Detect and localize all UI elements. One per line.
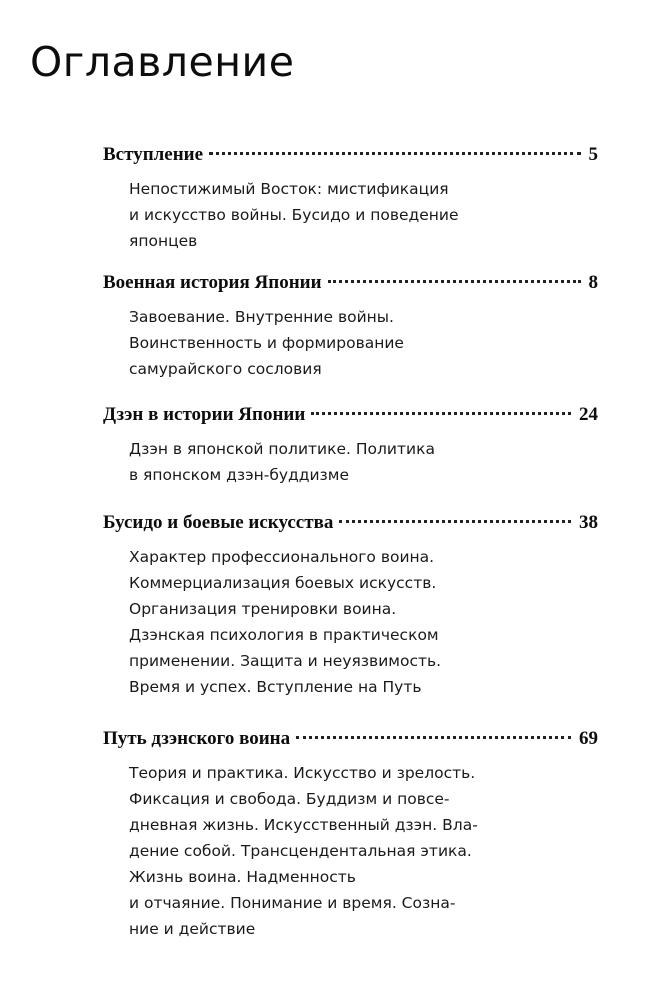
toc-description-line: Воинственность и формирование xyxy=(129,334,404,352)
toc-description-line: Фиксация и свобода. Буддизм и повсе- xyxy=(129,790,450,808)
toc-heading-label: Бусидо и боевые искусства xyxy=(103,512,334,533)
toc-description-line: самурайского сословия xyxy=(129,360,322,378)
dot-leader xyxy=(311,412,571,415)
toc-description-line: ние и действие xyxy=(129,920,256,938)
toc-page-number: 24 xyxy=(579,404,598,425)
toc-entry-military-history xyxy=(103,266,598,382)
toc-description-line: Дзэнская психология в практическом xyxy=(129,626,439,644)
toc-heading[interactable] xyxy=(103,506,598,540)
toc-description-line: применении. Защита и неуязвимость. xyxy=(129,652,442,670)
toc-heading-label: Военная история Японии xyxy=(103,272,322,293)
toc-description-line: в японском дзэн-буддизме xyxy=(129,466,350,484)
dot-leader xyxy=(209,152,580,155)
toc-entry-zen-warrior-path xyxy=(103,722,598,942)
page-title: Оглавление xyxy=(30,38,295,86)
toc-description-line: Непостижимый Восток: мистификация xyxy=(129,180,449,198)
toc-page-number: 69 xyxy=(579,728,598,749)
toc-heading[interactable] xyxy=(103,266,598,300)
toc-description-line: и искусство войны. Бусидо и поведение xyxy=(129,206,459,224)
dot-leader xyxy=(296,736,571,739)
toc-description-line: Организация тренировки воина. xyxy=(129,600,397,618)
toc-heading[interactable] xyxy=(103,722,598,756)
toc-heading-label: Дзэн в истории Японии xyxy=(103,404,306,425)
toc-entry-introduction xyxy=(103,138,598,254)
dot-leader xyxy=(339,520,571,523)
toc-description-line: дение собой. Трансцендентальная этика. xyxy=(129,842,472,860)
toc-description xyxy=(129,304,598,382)
toc-description-line: Коммерциализация боевых искусств. xyxy=(129,574,437,592)
toc-entry-zen-history xyxy=(103,398,598,488)
toc-description-line: Жизнь воина. Надменность xyxy=(129,868,356,886)
toc-description xyxy=(129,760,598,942)
toc-description xyxy=(129,176,598,254)
toc-description-line: Время и успех. Вступление на Путь xyxy=(129,678,422,696)
toc-description xyxy=(129,544,598,700)
toc-heading-label: Вступление xyxy=(103,144,204,165)
toc-entry-bushido xyxy=(103,506,598,700)
toc-page-number: 8 xyxy=(588,272,598,293)
toc-heading[interactable] xyxy=(103,138,598,172)
toc-heading-label: Путь дзэнского воина xyxy=(103,728,291,749)
toc-page-number: 5 xyxy=(588,144,598,165)
toc-heading[interactable] xyxy=(103,398,598,432)
toc-page-number: 38 xyxy=(579,512,598,533)
toc-description-line: дневная жизнь. Искусственный дзэн. Вла- xyxy=(129,816,478,834)
toc-description-line: Завоевание. Внутренние войны. xyxy=(129,308,394,326)
toc-description xyxy=(129,436,598,488)
toc-description-line: японцев xyxy=(129,232,198,250)
dot-leader xyxy=(328,280,581,283)
toc-description-line: и отчаяние. Понимание и время. Созна- xyxy=(129,894,456,912)
toc-description-line: Дзэн в японской политике. Политика xyxy=(129,440,435,458)
toc-description-line: Характер профессионального воина. xyxy=(129,548,435,566)
toc-description-line: Теория и практика. Искусство и зрелость. xyxy=(129,764,476,782)
